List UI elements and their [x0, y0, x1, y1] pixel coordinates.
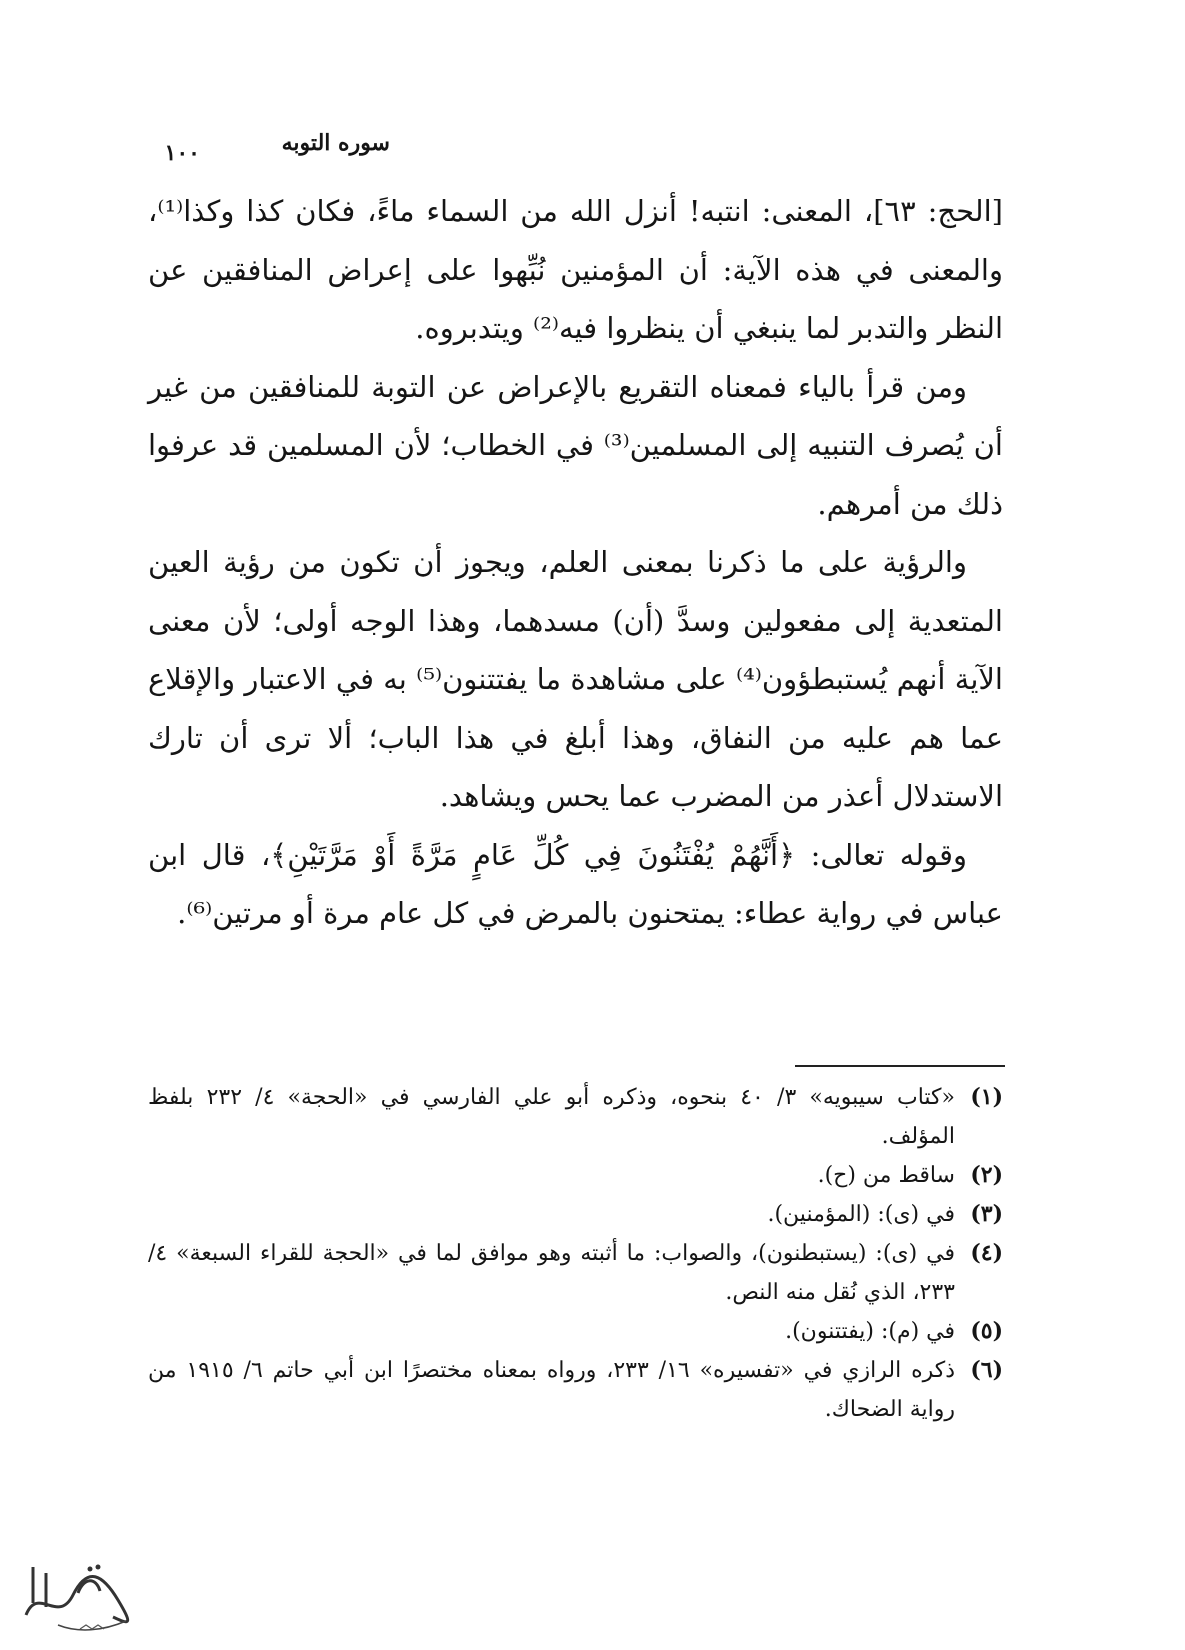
surah-title: سوره التوبه — [281, 130, 390, 156]
footnote — [148, 1312, 1003, 1351]
footnote-number: (٥) — [970, 1318, 1003, 1344]
footnote-separator — [795, 1065, 1005, 1067]
publisher-seal-logo — [18, 1555, 138, 1637]
footnotes — [148, 1078, 1003, 1429]
main-text — [148, 182, 1003, 943]
page-header — [150, 120, 1010, 166]
footnote-text: ذكره الرازي في «تفسيره» ١٦/ ٢٣٣، ورواه بمعناه مختصرًا ابن أبي حاتم ٦/ ١٩١٥ من رواية الضحاك. — [148, 1358, 955, 1422]
footnote-number: (٤) — [970, 1240, 1003, 1266]
footnote-text: في (م): (يفتتنون). — [785, 1319, 955, 1344]
paragraph: [الحج: ٦٣]، المعنى: انتبه! أنزل الله من السماء ماءً، فكان كذا وكذا⁽¹⁾، والمعنى في هذه الآية: أن المؤمنين نُبِّهوا على إعراض المنافقين عن النظر والتدبر لما ينبغي أن ينظروا فيه⁽²⁾ ويتدبروه. — [148, 194, 1003, 345]
footnote — [148, 1156, 1003, 1195]
paragraph: والرؤية على ما ذكرنا بمعنى العلم، ويجوز أن تكون من رؤية العين المتعدية إلى مفعولين وسدَّ (أن) مسدهما، وهذا الوجه أولى؛ لأن معنى الآية أنهم يُستبطؤون⁽⁴⁾ على مشاهدة ما يفتتنون⁽⁵⁾ به في الاعتبار والإقلاع عما هم عليه من النفاق، وهذا أبلغ في هذا الباب؛ ألا ترى أن تارك الاستدلال أعذر من المضرب عما يحس ويشاهد. — [148, 545, 1003, 813]
paragraph: وقوله تعالى: ﴿أَنَّهُمْ يُفْتَنُونَ فِي كُلِّ عَامٍ مَرَّةً أَوْ مَرَّتَيْنِ﴾، قال ابن عباس في رواية عطاء: يمتحنون بالمرض في كل عام مرة أو مرتين⁽⁶⁾. — [148, 837, 1003, 930]
footnote — [148, 1351, 1003, 1429]
footnote-number: (٢) — [970, 1162, 1003, 1188]
footnote-text: ساقط من (ح). — [817, 1163, 955, 1188]
page-number: ١٠٠ — [164, 140, 200, 166]
footnote — [148, 1195, 1003, 1234]
footnote-text: في (ى): (المؤمنين). — [767, 1202, 955, 1227]
footnote-number: (١) — [970, 1084, 1003, 1110]
footnote-text: «كتاب سيبويه» ٣/ ٤٠ بنحوه، وذكره أبو علي الفارسي في «الحجة» ٤/ ٢٣٢ بلفظ المؤلف. — [148, 1085, 955, 1149]
footnote-number: (٣) — [970, 1201, 1003, 1227]
footnote-number: (٦) — [970, 1357, 1003, 1383]
footnote-text: في (ى): (يستبطنون)، والصواب: ما أثبته وهو موافق لما في «الحجة للقراء السبعة» ٤/ ٢٣٣، الذي نُقل منه النص. — [148, 1241, 955, 1305]
footnote — [148, 1234, 1003, 1312]
paragraph: ومن قرأ بالياء فمعناه التقريع بالإعراض عن التوبة للمنافقين من غير أن يُصرف التنبيه إلى المسلمين⁽³⁾ في الخطاب؛ لأن المسلمين قد عرفوا ذلك من أمرهم. — [148, 369, 1003, 521]
footnote — [148, 1078, 1003, 1156]
